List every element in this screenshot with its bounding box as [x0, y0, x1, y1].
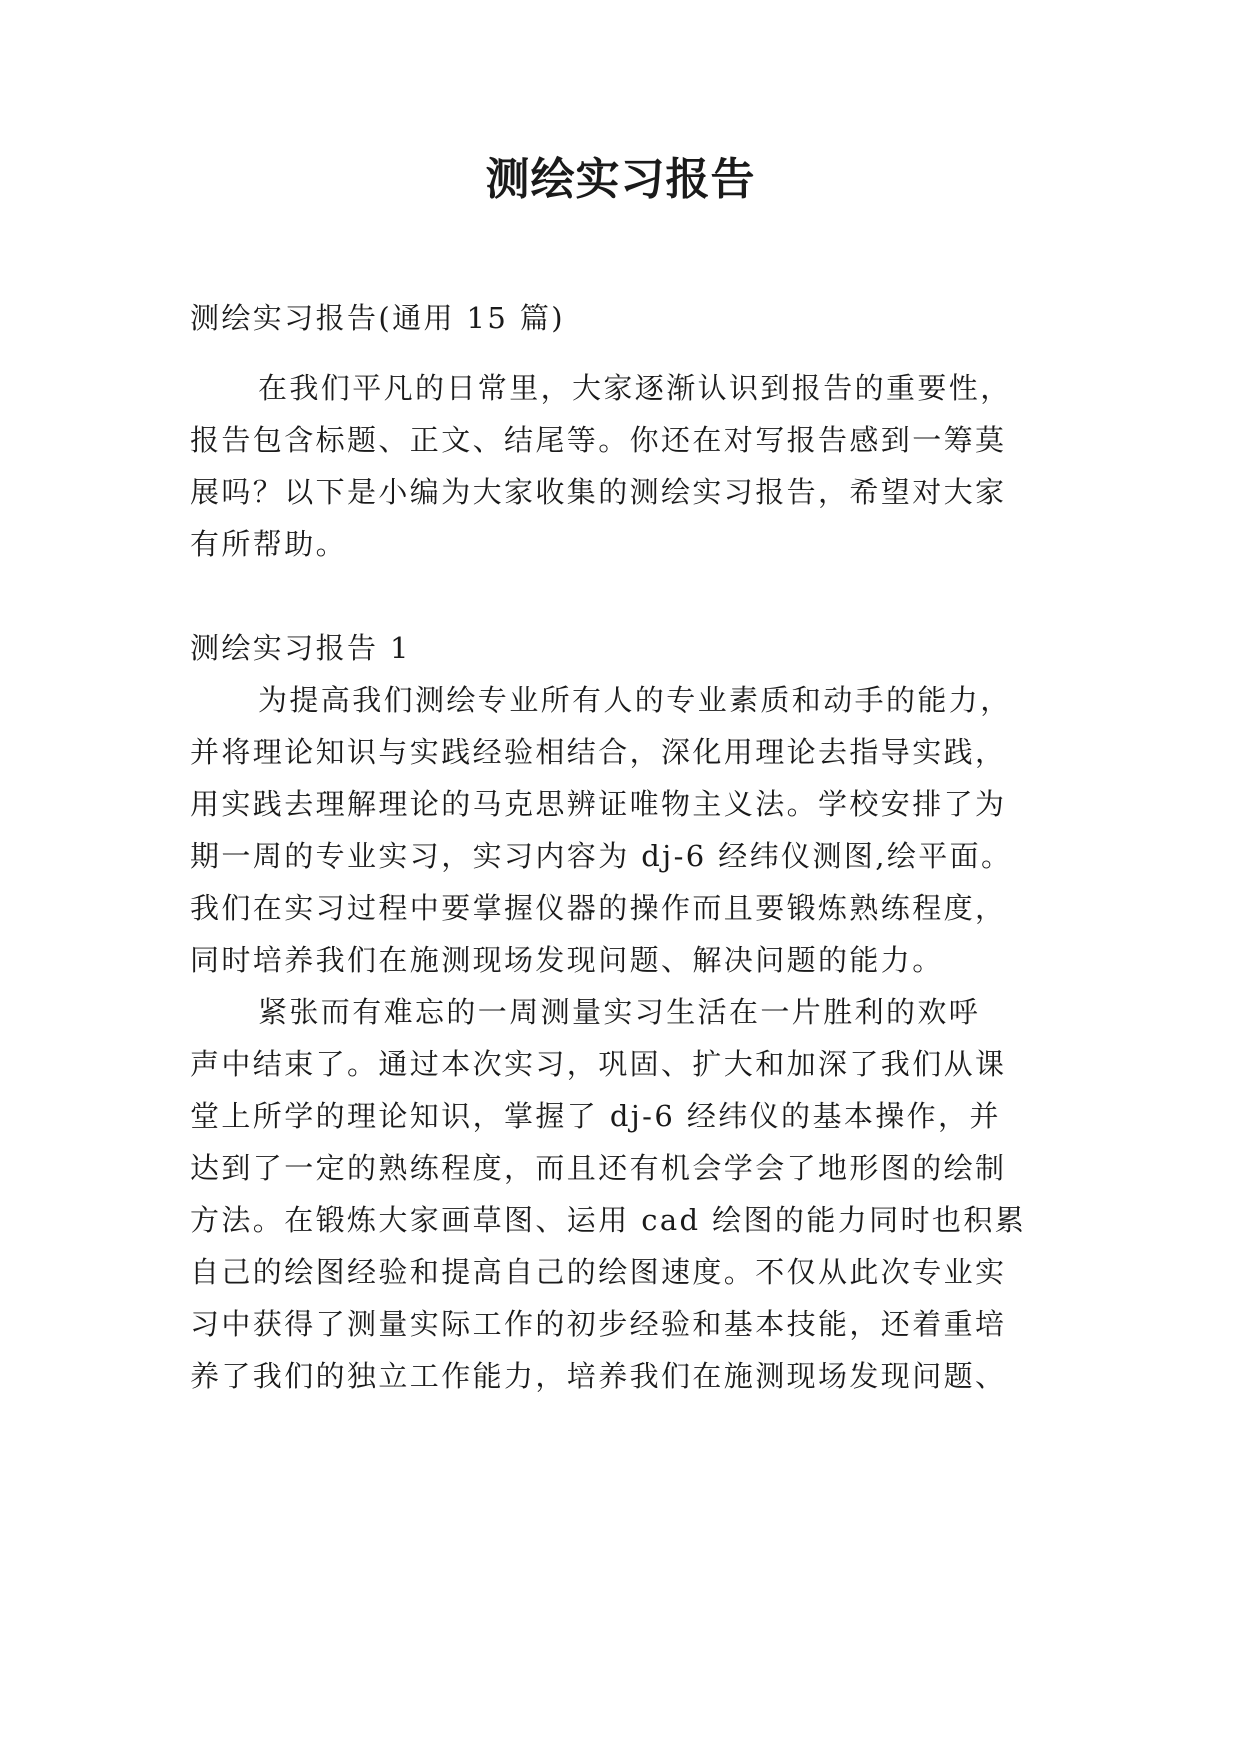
- paragraph-line: 并将理论知识与实践经验相结合，深化用理论去指导实践，: [190, 735, 1007, 769]
- paragraph-line: 方法。在锻炼大家画草图、运用 cad 绘图的能力同时也积累: [190, 1203, 1027, 1237]
- intro-line: 展吗？以下是小编为大家收集的测绘实习报告，希望对大家: [190, 475, 1007, 509]
- document-title: 测绘实习报告: [485, 154, 756, 205]
- paragraph-line: 同时培养我们在施测现场发现问题、解决问题的能力。: [190, 943, 944, 977]
- paragraph-line: 为提高我们测绘专业所有人的专业素质和动手的能力，: [258, 683, 1012, 717]
- section-heading: 测绘实习报告 1: [190, 631, 411, 665]
- intro-line: 在我们平凡的日常里，大家逐渐认识到报告的重要性，: [258, 371, 1012, 405]
- paragraph-line: 我们在实习过程中要掌握仪器的操作而且要锻炼熟练程度，: [190, 891, 1007, 925]
- document-subtitle: 测绘实习报告(通用 15 篇): [190, 301, 565, 335]
- paragraph-line: 声中结束了。通过本次实习，巩固、扩大和加深了我们从课: [190, 1047, 1007, 1081]
- paragraph-line: 紧张而有难忘的一周测量实习生活在一片胜利的欢呼: [258, 995, 981, 1029]
- paragraph-line: 达到了一定的熟练程度，而且还有机会学会了地形图的绘制: [190, 1151, 1007, 1185]
- paragraph-line: 用实践去理解理论的马克思辨证唯物主义法。学校安排了为: [190, 787, 1007, 821]
- paragraph-line: 期一周的专业实习，实习内容为 dj-6 经纬仪测图,绘平面。: [190, 839, 1013, 873]
- intro-line: 报告包含标题、正文、结尾等。你还在对写报告感到一筹莫: [190, 423, 1007, 457]
- intro-line: 有所帮助。: [190, 527, 348, 561]
- paragraph-line: 自己的绘图经验和提高自己的绘图速度。不仅从此次专业实: [190, 1255, 1007, 1289]
- paragraph-line: 习中获得了测量实际工作的初步经验和基本技能，还着重培: [190, 1307, 1007, 1341]
- paragraph-line: 养了我们的独立工作能力，培养我们在施测现场发现问题、: [190, 1359, 1007, 1393]
- paragraph-line: 堂上所学的理论知识，掌握了 dj-6 经纬仪的基本操作，并: [190, 1099, 1001, 1133]
